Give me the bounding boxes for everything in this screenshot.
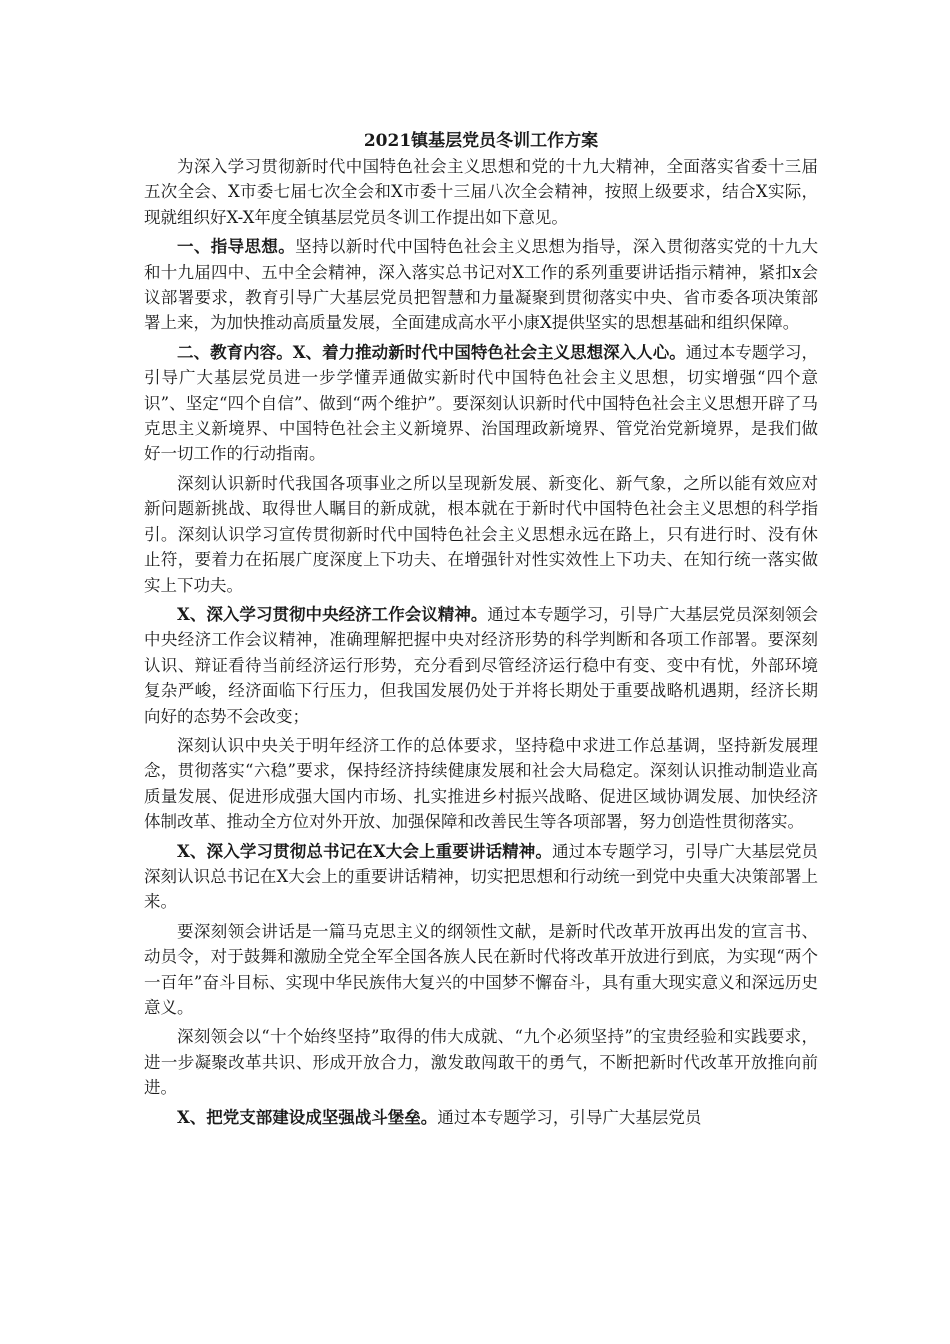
document-body [144,154,818,1130]
paragraph [144,340,818,467]
paragraph [144,1105,818,1130]
paragraph [144,602,818,729]
section-heading: X、把党支部建设成坚强战斗堡垒。 [177,1107,438,1127]
document-page [144,128,818,1134]
paragraph-text: 深刻认识新时代我国各项事业之所以呈现新发展、新变化、新气象，之所以能有效应对新问题新挑战、取得世人瞩目的新成就，根本就在于新时代中国特色社会主义思想的科学指引。深刻认识学习宣传贯彻新时代中国特色社会主义思想永远在路上，只有进行时、没有休止符，要着力在拓展广度深度上下功夫、在增强针对性实效性上下功夫、在知行统一落实做实上下功夫。 [144,473,818,595]
document-title: 2021镇基层党员冬训工作方案 [363,131,599,151]
paragraph [144,839,818,915]
paragraph-text: 通过本专题学习，引导广大基层党员进一步学懂弄通做实新时代中国特色社会主义思想，切实增强“四个意识”、坚定“四个自信”、做到“两个维护”。要深刻认识新时代中国特色社会主义思想开辟了马克思主义新境界、中国特色社会主义新境界、治国理政新境界、管党治党新境界，是我们做好一切工作的行动指南。 [144,342,818,464]
paragraph-text: 通过本专题学习，引导广大基层党员深刻认识总书记在X大会上的重要讲话精神，切实把思想和行动统一到党中央重大决策部署上来。 [144,841,819,912]
section-heading: X、深入学习贯彻中央经济工作会议精神。 [177,604,488,624]
paragraph [144,919,818,1021]
paragraph-text: 通过本专题学习，引导广大基层党员 [437,1107,702,1127]
paragraph-text: 要深刻领会讲话是一篇马克思主义的纲领性文献，是新时代改革开放再出发的宣言书、动员令，对于鼓舞和激励全党全军全国各族人民在新时代将改革开放进行到底，为实现“两个一百年”奋斗目标、实现中华民族伟大复兴的中国梦不懈奋斗，具有重大现实意义和深远历史意义。 [144,921,818,1017]
paragraph [144,471,818,598]
paragraph-text: 为深入学习贯彻新时代中国特色社会主义思想和党的十九大精神，全面落实省委十三届五次全会、X市委七届七次全会和X市委十三届八次全会精神，按照上级要求，结合X实际，现就组织好X-X年度全镇基层党员冬训工作提出如下意见。 [144,157,818,227]
section-heading: 二、教育内容。X、着力推动新时代中国特色社会主义思想深入人心。 [177,342,686,362]
paragraph-text: 深刻领会以“十个始终坚持”取得的伟大成就、“九个必须坚持”的宝贵经验和实践要求，进一步凝聚改革共识、形成开放合力，激发敢闯敢干的勇气，不断把新时代改革开放推向前进。 [144,1027,818,1098]
paragraph [144,733,818,835]
paragraph [144,154,818,230]
paragraph-text: 通过本专题学习，引导广大基层党员深刻领会中央经济工作会议精神，准确理解把握中央对经济形势的科学判断和各项工作部署。要深刻认识、辩证看待当前经济运行形势，充分看到尽管经济运行稳中有变、变中有忧，外部环境复杂严峻，经济面临下行压力，但我国发展仍处于并将长期处于重要战略机遇期，经济长期向好的态势不会改变； [144,604,818,726]
section-heading: X、深入学习贯彻总书记在X大会上重要讲话精神。 [177,841,553,861]
paragraph [144,234,818,336]
paragraph-text: 坚持以新时代中国特色社会主义思想为指导，深入贯彻落实党的十九大和十九届四中、五中全会精神，深入落实总书记对X工作的系列重要讲话指示精神，紧扣x会议部署要求，教育引导广大基层党员把智慧和力量凝聚到贯彻落实中央、省市委各项决策部署上来，为加快推动高质量发展，全面建成高水平小康X提供坚实的思想基础和组织保障。 [144,237,819,333]
section-heading: 一、指导思想。 [177,237,296,257]
paragraph [144,1024,818,1100]
paragraph-text: 深刻认识中央关于明年经济工作的总体要求，坚持稳中求进工作总基调，坚持新发展理念，贯彻落实“六稳”要求，保持经济持续健康发展和社会大局稳定。深刻认识推动制造业高质量发展、促进形成强大国内市场、扎实推进乡村振兴战略、促进区域协调发展、加快经济体制改革、推动全方位对外开放、加强保障和改善民生等各项部署，努力创造性贯彻落实。 [144,735,818,832]
